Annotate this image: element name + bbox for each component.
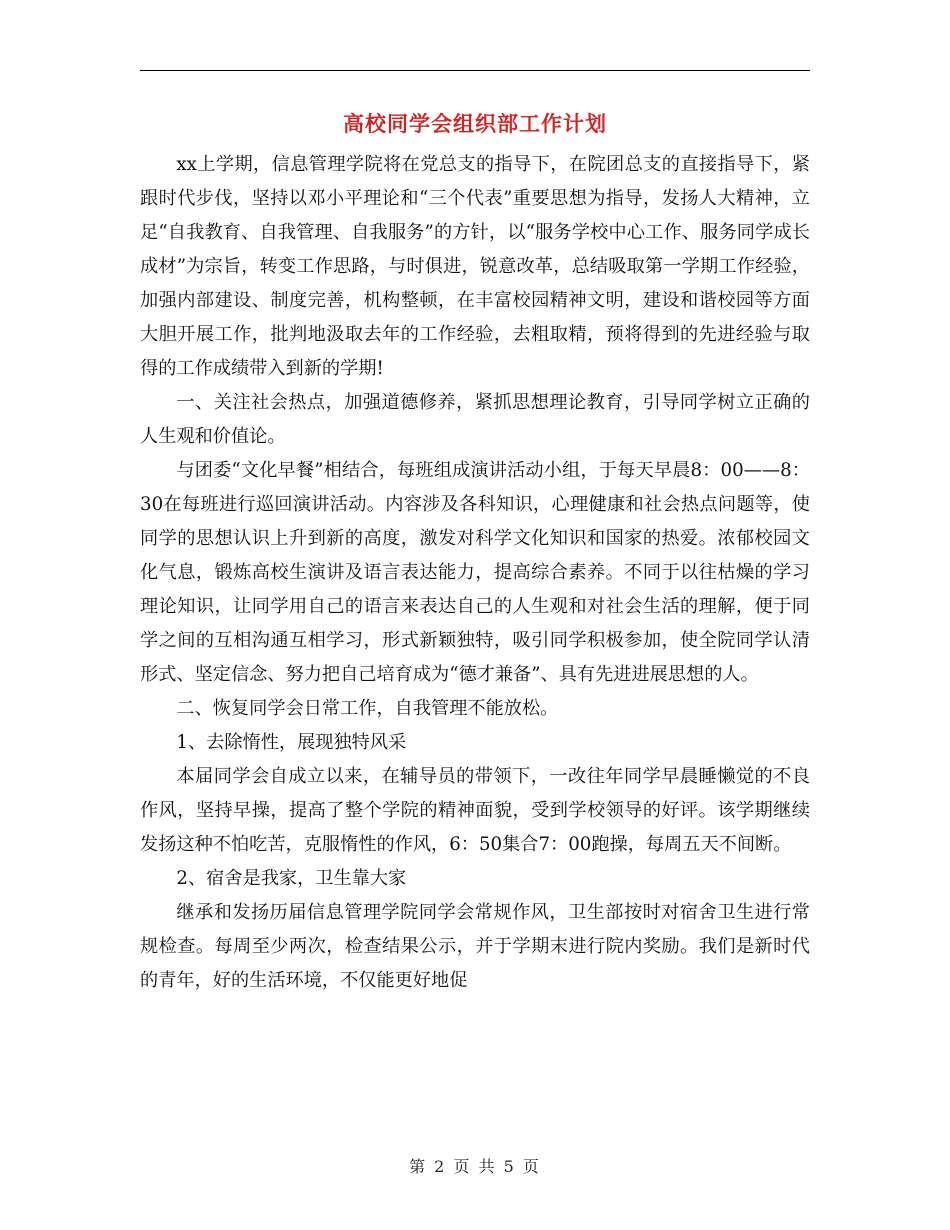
subheading-2-1: 1、去除惰性，展现独特风采 xyxy=(176,732,407,753)
paragraph-section-1: 与团委“文化早餐”相结合，每班组成演讲活动小组，于每天早晨8：00——8：30在每班进行巡回演讲活动。内容涉及各科知识，心理健康和社会热点问题等，使同学的思想认识上升到新的高度，激发对科学文化知识和国家的热爱。浓郁校园文化气息，锻炼高校生演讲及语言表达能力，提高综合素养。不同于以往枯燥的学习理论知识，让同学用自己的语言来表达自己的人生观和对社会生活的理解，便于同学之间的互相沟通互相学习，形式新颖独特，吸引同学积极参加，使全院同学认清形式、坚定信念、努力把自己培育成为“德才兼备”、具有先进进展思想的人。 xyxy=(140,460,810,685)
document-title: 高校同学会组织部工作计划 xyxy=(343,111,607,136)
heading-section-1: 一、关注社会热点，加强道德修养，紧抓思想理论教育，引导同学树立正确的人生观和价值论。 xyxy=(140,392,810,447)
subheading-2-2: 2、宿舍是我家，卫生靠大家 xyxy=(176,868,407,889)
page-number-footer: 第 2 页 共 5 页 xyxy=(409,1157,541,1176)
paragraph-intro: xx上学期，信息管理学院将在党总支的指导下，在院团总支的直接指导下，紧跟时代步伐，坚持以邓小平理论和“三个代表”重要思想为指导，发扬人大精神，立足“自我教育、自我管理、自我服务”的方针，以“服务学校中心工作、服务同学成长成材”为宗旨，转变工作思路，与时俱进，锐意改革，总结吸取第一学期工作经验，加强内部建设、制度完善，机构整顿，在丰富校园精神文明，建设和谐校园等方面大胆开展工作，批判地汲取去年的工作经验，去粗取精，预将得到的先进经验与取得的工作成绩带入到新的学期! xyxy=(140,154,810,379)
header-rule xyxy=(140,70,810,71)
heading-section-2: 二、恢复同学会日常工作，自我管理不能放松。 xyxy=(176,698,559,719)
paragraph-2-1: 本届同学会自成立以来，在辅导员的带领下，一改往年同学早晨睡懒觉的不良作风，坚持早操，提高了整个学院的精神面貌，受到学校领导的好评。该学期继续发扬这种不怕吃苦，克服惰性的作风，6：50集合7：00跑操，每周五天不间断。 xyxy=(140,766,810,855)
paragraph-2-2: 继承和发扬历届信息管理学院同学会常规作风，卫生部按时对宿舍卫生进行常规检查。每周至少两次，检查结果公示，并于学期末进行院内奖励。我们是新时代的青年，好的生活环境，不仅能更好地促 xyxy=(140,902,810,991)
document-body xyxy=(140,148,810,998)
